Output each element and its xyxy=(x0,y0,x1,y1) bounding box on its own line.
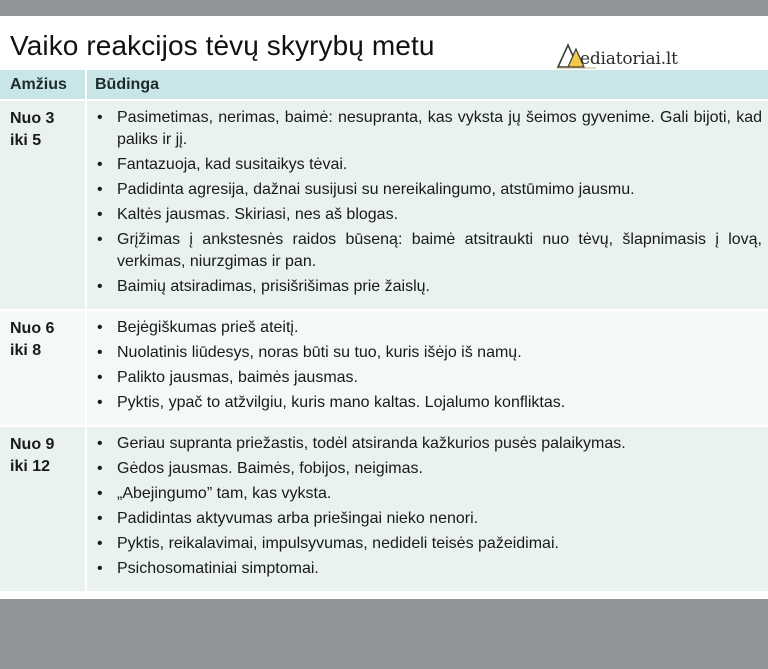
list-item-text: Kaltės jausmas. Skiriasi, nes aš blogas. xyxy=(117,206,399,223)
age-to: iki 8 xyxy=(10,342,42,359)
list-item xyxy=(87,483,762,505)
age-cell xyxy=(0,426,86,591)
list-item-text: Padidintas aktyvumas arba priešingai nieko nenori. xyxy=(117,510,479,527)
age-cell xyxy=(0,100,86,310)
table-row xyxy=(0,100,768,310)
bullet-icon: • xyxy=(97,435,103,452)
list-item-text: Grįžimas į ankstesnės raidos būseną: baimė atsitraukti nuo tėvų, šlapnimasis į lovą, verkimas, niurzgimas ir pan. xyxy=(117,231,762,270)
bullet-icon: • xyxy=(97,485,103,502)
table-row xyxy=(0,426,768,591)
bullet-icon: • xyxy=(97,231,103,248)
list-item-text: Baimių atsiradimas, prisišrišimas prie žaislų. xyxy=(117,278,430,295)
bullet-icon: • xyxy=(97,560,103,577)
slide xyxy=(0,16,768,599)
list-item-text: Pyktis, reikalavimai, impulsyvumas, nedideli teisės pažeidimai. xyxy=(117,535,559,552)
list-item-text: Gėdos jausmas. Baimės, fobijos, neigimas. xyxy=(117,460,423,477)
traits-cell xyxy=(86,310,768,426)
header-age: Amžius xyxy=(0,70,86,100)
list-item xyxy=(87,392,762,414)
bullet-icon: • xyxy=(97,510,103,527)
bullet-icon: • xyxy=(97,460,103,477)
list-item xyxy=(87,154,762,176)
list-item-text: Pasimetimas, nerimas, baimė: nesupranta, kas vyksta jų šeimos gyvenime. Gali bijoti, kad paliks ir jį. xyxy=(117,109,762,148)
age-from: Nuo 9 xyxy=(10,436,55,453)
bullet-icon: • xyxy=(97,156,103,173)
logo xyxy=(556,41,680,71)
page-title: Vaiko reakcijos tėvų skyrybų metu xyxy=(10,30,435,61)
age-to: iki 12 xyxy=(10,458,51,475)
list-item-text: „Abejingumo” tam, kas vyksta. xyxy=(117,485,332,502)
bullet-icon: • xyxy=(97,181,103,198)
traits-list xyxy=(87,317,762,414)
list-item xyxy=(87,433,762,455)
list-item-text: Bejėgiškumas prieš ateitį. xyxy=(117,319,299,336)
list-item xyxy=(87,508,762,530)
list-item xyxy=(87,107,762,151)
bullet-icon: • xyxy=(97,319,103,336)
list-item xyxy=(87,533,762,555)
age-from: Nuo 6 xyxy=(10,320,55,337)
list-item xyxy=(87,558,762,580)
reactions-table xyxy=(0,70,768,591)
age-cell xyxy=(0,310,86,426)
list-item-text: Fantazuoja, kad susitaikys tėvai. xyxy=(117,156,348,173)
bullet-icon: • xyxy=(97,109,103,126)
list-item-text: Palikto jausmas, baimės jausmas. xyxy=(117,369,358,386)
traits-list xyxy=(87,107,762,298)
list-item-text: Pyktis, ypač to atžvilgiu, kuris mano kaltas. Lojalumo konfliktas. xyxy=(117,394,566,411)
logo-text: ediatoriai.lt xyxy=(580,49,678,69)
list-item-text: Nuolatinis liūdesys, noras būti su tuo, kuris išėjo iš namų. xyxy=(117,344,522,361)
traits-cell xyxy=(86,100,768,310)
traits-list xyxy=(87,433,762,580)
age-to: iki 5 xyxy=(10,132,42,149)
bullet-icon: • xyxy=(97,369,103,386)
bullet-icon: • xyxy=(97,394,103,411)
list-item xyxy=(87,342,762,364)
list-item-text: Padidinta agresija, dažnai susijusi su nereikalingumo, atstūmimo jausmu. xyxy=(117,181,635,198)
age-from: Nuo 3 xyxy=(10,110,55,127)
list-item-text: Geriau supranta priežastis, todėl atsiranda kažkurios pusės palaikymas. xyxy=(117,435,626,452)
list-item xyxy=(87,229,762,273)
bullet-icon: • xyxy=(97,344,103,361)
list-item xyxy=(87,179,762,201)
list-item-text: Psichosomatiniai simptomai. xyxy=(117,560,319,577)
list-item xyxy=(87,458,762,480)
traits-cell xyxy=(86,426,768,591)
bullet-icon: • xyxy=(97,206,103,223)
header-traits: Būdinga xyxy=(86,70,768,100)
table-header-row xyxy=(0,70,768,100)
list-item xyxy=(87,317,762,339)
table-row xyxy=(0,310,768,426)
list-item xyxy=(87,367,762,389)
list-item xyxy=(87,204,762,226)
bullet-icon: • xyxy=(97,278,103,295)
bullet-icon: • xyxy=(97,535,103,552)
list-item xyxy=(87,276,762,298)
